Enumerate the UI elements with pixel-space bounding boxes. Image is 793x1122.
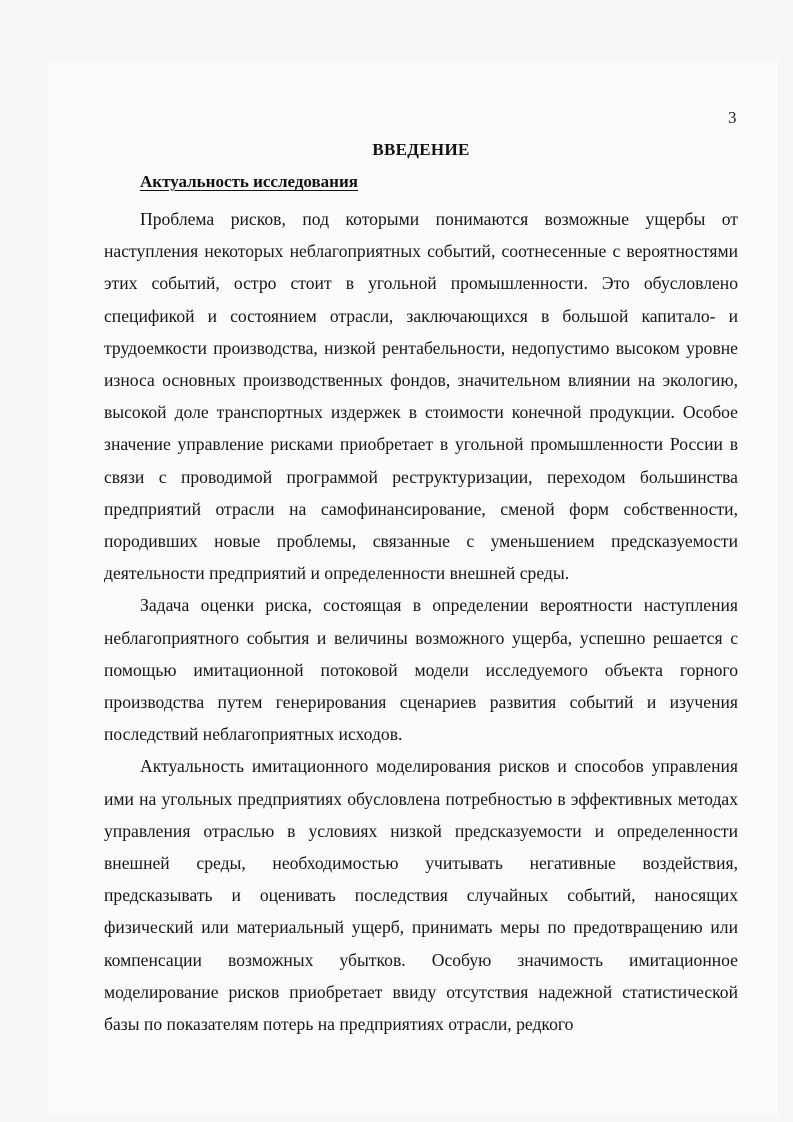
paragraph: Актуальность имитационного моделирования рисков и способов управления ими на угольных предприятиях обусловлена потребностью в эффективных методах управления отраслью в условиях низкой предсказуемости и определенности внешней среды, необходимостью учитывать негативные воздействия, предсказывать и оценивать последствия случайных событий, наносящих физический или материальный ущерб, принимать меры по предотвращению или компенсации возможных убытков. Особую значимость имитационное моделирование рисков приобретает ввиду отсутствия надежной статистической базы по показателям потерь на предприятиях отрасли, редкого [104, 756, 738, 1035]
page-number: 3 [728, 108, 737, 127]
section-heading: ВВЕДЕНИЕ [372, 140, 470, 159]
subsection-heading: Актуальность исследования [140, 172, 358, 191]
paragraph: Проблема рисков, под которыми понимаются возможные ущербы от наступления некоторых неблагоприятных событий, соотнесенные с вероятностями этих событий, остро стоит в угольной промышленности. Это обусловлено спецификой и состоянием отрасли, заключающихся в большой капитало- и трудоемкости производства, низкой рентабельности, недопустимо высоком уровне износа основных производственных фондов, значительном влиянии на экологию, высокой доле транспортных издержек в стоимости конечной продукции. Особое значение управление рисками приобретает в угольной промышленности России в связи с проводимой программой реструктуризации, переходом большинства предприятий отрасли на самофинансирование, сменой форм собственности, породивших новые проблемы, связанные с уменьшением предсказуемости деятельности предприятий и определенности внешней среды. [104, 209, 738, 584]
body-text [104, 203, 738, 1040]
paragraph: Задача оценки риска, состоящая в определении вероятности наступления неблагоприятного события и величины возможного ущерба, успешно решается с помощью имитационной потоковой модели исследуемого объекта горного производства путем генерирования сценариев развития событий и изучения последствий неблагоприятных исходов. [104, 595, 738, 745]
